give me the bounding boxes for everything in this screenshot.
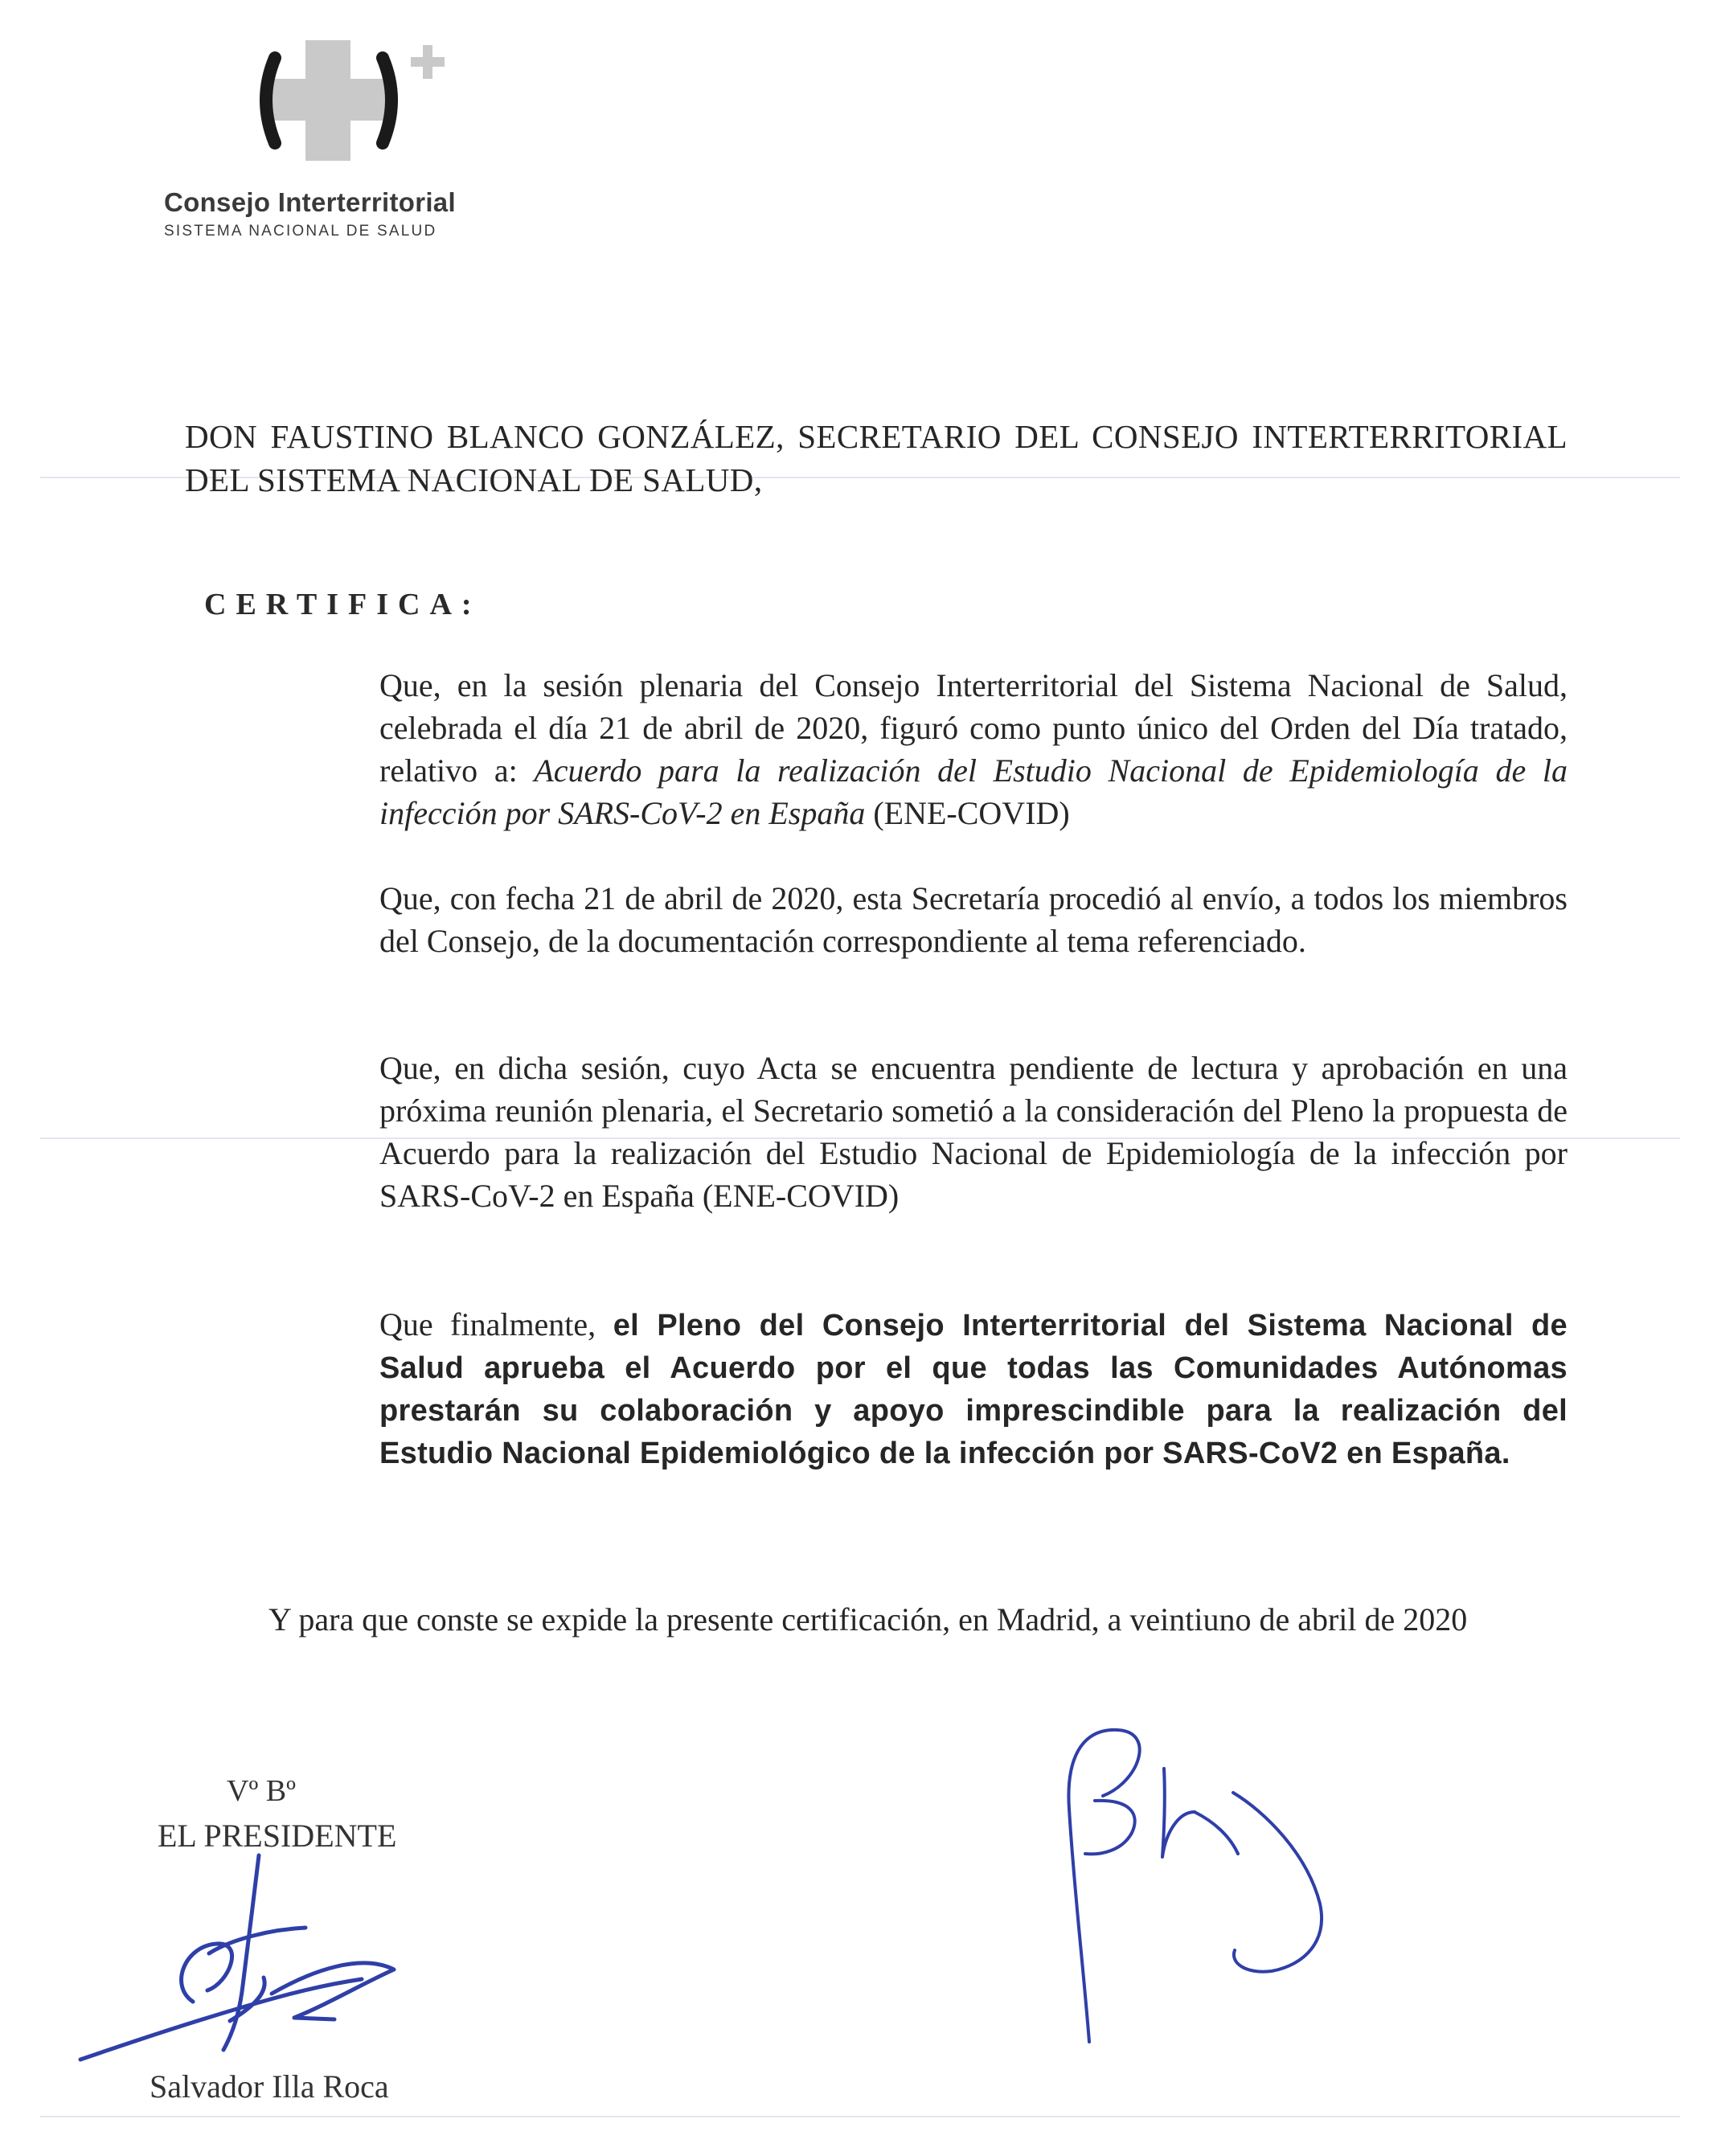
- scan-rule: [40, 2116, 1680, 2117]
- paragraph-documentation: Que, con fecha 21 de abril de 2020, esta Secretaría procedió al envío, a todos los miembros del Consejo, de la documentación correspondiente al tema referenciado.: [379, 880, 1568, 959]
- logo-title: Consejo Interterritorial: [164, 187, 456, 217]
- secretary-signature: [1045, 1712, 1350, 2050]
- paragraph-approval: [379, 1304, 1568, 1474]
- paragraph-text: Que finalmente,: [379, 1306, 613, 1342]
- logo-cross-icon: [256, 34, 473, 170]
- document-heading: DON FAUSTINO BLANCO GONZÁLEZ, SECRETARIO DEL CONSEJO INTERTERRITORIAL DEL SISTEMA NACIONAL DE SALUD,: [185, 418, 1568, 498]
- certifica-label: CERTIFICA:: [204, 588, 482, 621]
- paragraph-proposal: Que, en dicha sesión, cuyo Acta se encuentra pendiente de lectura y aprobación en una próxima reunión plenaria, el Secretario sometió a la consideración del Pleno la propuesta de Acuerdo para la realización del Estudio Nacional de Epidemiología de la infección por SARS-CoV-2 en España (ENE-COVID): [379, 1050, 1568, 1214]
- approval-statement: el Pleno del Consejo Interterritorial del Sistema Nacional de Salud aprueba el Acuerdo por el que todas las Comunidades Autónomas prestarán su colaboración y apoyo imprescindible para la realización del Estudio Nacional Epidemiológico de la infección por SARS-CoV2 en España.: [379, 1309, 1568, 1470]
- vobo-label: Vº Bº: [227, 1774, 296, 1808]
- agreement-title: Acuerdo para la realización del Estudio Nacional de Epidemiología de la infección por SARS-CoV-2 en España: [379, 752, 1568, 831]
- president-signature: [72, 1849, 426, 2082]
- paragraph-text: (ENE-COVID): [865, 795, 1070, 831]
- president-name: Salvador Illa Roca: [150, 2068, 389, 2105]
- logo-subtitle: SISTEMA NACIONAL DE SALUD: [164, 223, 437, 240]
- paragraph-session: [379, 664, 1568, 834]
- closing-statement: Y para que conste se expide la presente certificación, en Madrid, a veintiuno de abril de 2020: [268, 1601, 1468, 1637]
- president-title: EL PRESIDENTE: [158, 1818, 397, 1854]
- paragraph-text: Que, en la sesión plenaria del Consejo Interterritorial del Sistema Nacional de Salud, celebrada el día 21 de abril de 2020, figuró como punto único del Orden del Día tratado, relativo a:: [379, 667, 1568, 789]
